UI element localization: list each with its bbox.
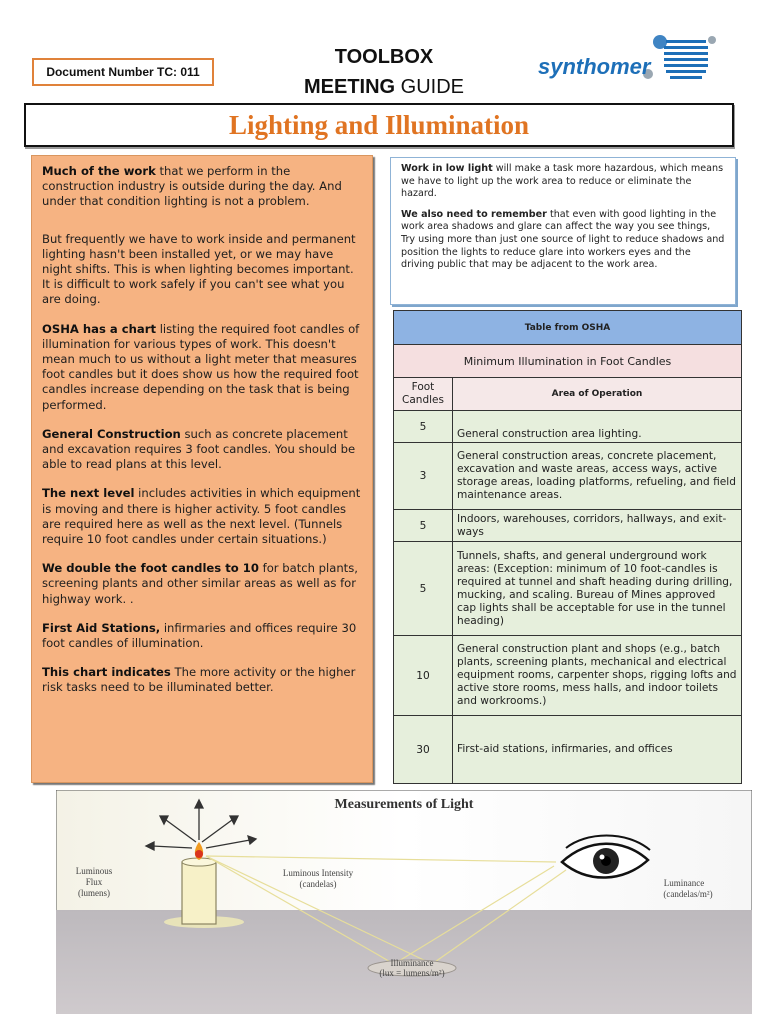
luminance-label-2: (candelas/m²) <box>663 889 713 899</box>
table-row <box>394 443 742 510</box>
paragraph-double <box>42 561 362 607</box>
rp2-bold: We also need to remember <box>401 208 547 220</box>
p7-text: infirmaries and offices require 30 foot candles of illumination. <box>42 620 357 651</box>
p3-bold: OSHA has a chart <box>42 321 157 336</box>
logo-globe-icon <box>643 35 716 82</box>
rp1-text: will make a task more hazardous, which means we have to light up the work area to reduce or eliminate the hazard. <box>401 163 724 200</box>
paragraph-remember <box>401 209 725 272</box>
table-row <box>394 636 742 716</box>
page-banner <box>24 103 734 147</box>
p8-text: The more activity or the higher risk tasks need to be illuminated better. <box>42 665 356 695</box>
synthomer-logo <box>536 30 726 92</box>
toolbox-title: TOOLBOX <box>334 46 434 68</box>
foot-candles-cell: 30 <box>394 716 453 784</box>
meeting-guide-title <box>270 76 498 99</box>
illuminance-label-1: Illuminance <box>390 958 434 968</box>
illuminance-label-2: (lux = lumens/m²) <box>379 968 445 978</box>
left-text-panel <box>31 155 373 783</box>
area-cell: General construction areas, concrete placement, excavation and waste areas, access ways, active storage areas, loading platforms, refueling, and field maintenance areas. <box>453 443 742 510</box>
p3-text: listing the required foot candles of illumination for various types of work. This doesn't mean much to us without a light meter that measures foot candles but it does show us how the required foot candles increase depending on the task that is being performed. <box>42 321 360 412</box>
paragraph-next-level <box>42 486 362 547</box>
paragraph-first-aid <box>42 621 362 651</box>
table-subtitle: Minimum Illumination in Foot Candles <box>394 345 742 378</box>
foot-candles-cell: 5 <box>394 510 453 542</box>
osha-illumination-table <box>393 310 742 784</box>
guide-word: GUIDE <box>395 76 465 98</box>
document-number <box>32 58 214 86</box>
p1-bold: Much of the work <box>42 164 156 178</box>
flux-label-3: (lumens) <box>78 888 110 898</box>
rp2-text: that even with good lighting in the work area shadows and glare can affect the way you see things, Try using more than just one source of light to reduce shadows and position the lights to reduce glare into workers eyes and the driving public that may be adjacent to the work area. <box>401 208 725 271</box>
p4-text: such as concrete placement and excavation requires 3 foot candles. You should be able to read plans at this level. <box>42 426 356 472</box>
area-cell: General construction plant and shops (e.g., batch plants, screening plants, mechanical and electrical equipment rooms, carpenter shops, rigging lofts and active store rooms, mess halls, and indoor toilets and workrooms.) <box>453 636 742 716</box>
table-title: Table from OSHA <box>394 311 742 345</box>
diagram-title: Measurements of Light <box>334 797 474 812</box>
rp1-bold: Work in low light <box>401 163 493 174</box>
area-cell: Tunnels, shafts, and general underground work areas: (Exception: minimum of 10 foot-candles is required at tunnel and shaft heading during drilling, mucking, and scaling. Bureau of Mines approved cap lights shall be acceptable for use in the tunnel heading) <box>453 542 742 636</box>
table-row <box>394 411 742 443</box>
paragraph-osha-chart <box>42 322 362 413</box>
foot-candles-cell: 5 <box>394 542 453 636</box>
area-cell: General construction area lighting. <box>453 411 742 443</box>
area-cell: Indoors, warehouses, corridors, hallways, and exit-ways <box>453 510 742 542</box>
flux-label-1: Luminous <box>75 866 113 876</box>
table-row <box>394 716 742 784</box>
paragraph-chart-indicates <box>42 665 362 695</box>
intensity-label-1: Luminous Intensity <box>282 868 354 878</box>
paragraph-intro <box>42 164 362 210</box>
p2-text: But frequently we have to work inside and permanent lighting hasn't been installed yet, or we may have night shifts. This is when lighting becomes important. It is difficult to work safely if you can't see what you are doing. <box>42 231 356 307</box>
p4-bold: General Construction <box>42 426 181 441</box>
paragraph-general-construction <box>42 427 362 473</box>
foot-candles-cell: 10 <box>394 636 453 716</box>
foot-candles-cell: 5 <box>394 411 453 443</box>
p5-text: includes activities in which equipment is moving and there is higher activity. 5 foot candles are required here as well as the next level. (Tunnels require 10 foot candles under certain situations.) <box>42 486 361 547</box>
foot-candles-cell: 3 <box>394 443 453 510</box>
measurements-of-light-diagram <box>56 790 752 1014</box>
column-header-foot-candles: Foot Candles <box>394 378 453 411</box>
document-number-text: Document Number TC: 011 <box>46 65 200 79</box>
page-title: Lighting and Illumination <box>228 109 530 140</box>
meeting-word: MEETING <box>303 76 396 98</box>
p6-bold: We double the foot candles to 10 <box>42 561 259 576</box>
paragraph-low-light <box>401 163 725 201</box>
p1-text: that we perform in the construction industry is outside during the day. And under that condition lighting is not a problem. <box>42 164 342 209</box>
intensity-label-2: (candelas) <box>299 879 337 889</box>
logo-wordmark: synthomer <box>538 54 651 79</box>
table-row <box>394 542 742 636</box>
p5-bold: The next level <box>42 486 135 501</box>
column-header-area: Area of Operation <box>453 378 742 411</box>
luminance-label-1: Luminance <box>663 878 705 888</box>
low-light-info-box <box>390 157 736 305</box>
area-cell: First-aid stations, infirmaries, and offices <box>453 716 742 784</box>
p7-bold: First Aid Stations, <box>42 620 161 635</box>
table-row <box>394 510 742 542</box>
p8-bold: This chart indicates <box>42 665 171 680</box>
paragraph-night <box>42 232 362 308</box>
p6-text: for batch plants, screening plants and other similar areas as well as for highway work. . <box>42 561 358 606</box>
flux-label-2: Flux <box>85 877 103 887</box>
